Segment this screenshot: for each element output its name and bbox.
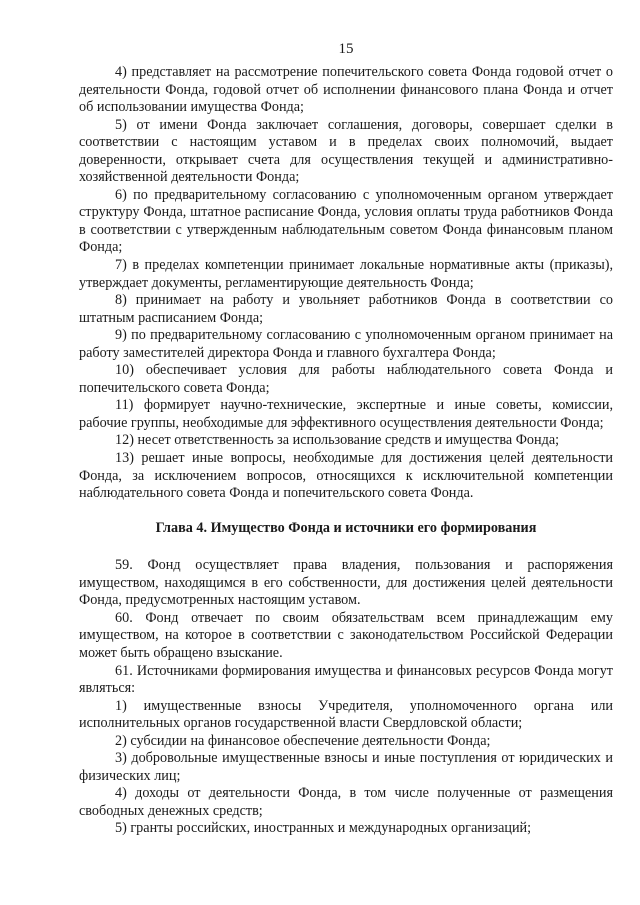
list-item: 12) несет ответственность за использование средств и имущества Фонда; bbox=[115, 432, 560, 449]
director-powers-list bbox=[79, 64, 613, 503]
list-item: 11) формирует научно-технические, экспертные и иные советы, комиссии, рабочие группы, необходимые для эффективного осуществления деятельности Фонда; bbox=[79, 397, 613, 431]
chapter-heading: Глава 4. Имущество Фонда и источники его формирования bbox=[155, 519, 537, 536]
document-page bbox=[79, 40, 613, 838]
clause-paragraph: 59. Фонд осуществляет права владения, пользования и распоряжения имуществом, находящимся в его собственности, для достижения целей деятельности Фонда, предусмотренных настоящим уставом. bbox=[79, 557, 613, 609]
list-item: 4) доходы от деятельности Фонда, в том числе полученные от размещения свободных денежных средств; bbox=[79, 785, 613, 819]
list-item: 6) по предварительному согласованию с уполномоченным органом утверждает структуру Фонда, штатное расписание Фонда, условия оплаты труда работников Фонда в соответствии с утвержденным наблюдательным советом Фонда финансовым планом Фонда; bbox=[79, 186, 613, 256]
list-item: 9) по предварительному согласованию с уполномоченным органом принимает на работу заместителей директора Фонда и главного бухгалтера Фонда; bbox=[79, 327, 613, 361]
list-item: 5) от имени Фонда заключает соглашения, договоры, совершает сделки в соответствии с настоящим уставом и в пределах своих полномочий, выдает доверенности, открывает счета для осуществления текущей и административно-хозяйственной деятельности Фонда; bbox=[79, 116, 613, 186]
list-item: 1) имущественные взносы Учредителя, уполномоченного органа или исполнительных органов государственной власти Свердловской области; bbox=[79, 697, 613, 732]
list-item: 2) субсидии на финансовое обеспечение деятельности Фонда; bbox=[115, 732, 491, 749]
clause-paragraph: 61. Источниками формирования имущества и финансовых ресурсов Фонда могут являться: bbox=[79, 662, 613, 697]
clause-paragraph: 60. Фонд отвечает по своим обязательствам всем принадлежащим ему имуществом, на которое в соответствии с законодательством Российской Федерации может быть обращено взыскание. bbox=[79, 609, 613, 661]
page-number: 15 bbox=[338, 41, 354, 57]
property-section bbox=[79, 557, 613, 838]
list-item: 13) решает иные вопросы, необходимые для достижения целей деятельности Фонда, за исключением вопросов, относящихся к исключительной компетенции наблюдательного совета Фонда и попечительского совета Фонда. bbox=[79, 450, 613, 502]
list-item: 8) принимает на работу и увольняет работников Фонда в соответствии со штатным расписанием Фонда; bbox=[79, 292, 613, 326]
list-item: 10) обеспечивает условия для работы наблюдательного совета Фонда и попечительского совета Фонда; bbox=[79, 362, 613, 396]
list-item: 4) представляет на рассмотрение попечительского совета Фонда годовой отчет о деятельности Фонда, годовой отчет об исполнении финансового плана Фонда и отчет об использовании имущества Фонда; bbox=[79, 64, 613, 116]
list-item: 7) в пределах компетенции принимает локальные нормативные акты (приказы), утверждает документы, регламентирующие деятельность Фонда; bbox=[79, 257, 613, 291]
list-item: 5) гранты российских, иностранных и международных организаций; bbox=[115, 820, 532, 837]
list-item: 3) добровольные имущественные взносы и иные поступления от юридических и физических лиц; bbox=[79, 750, 613, 784]
